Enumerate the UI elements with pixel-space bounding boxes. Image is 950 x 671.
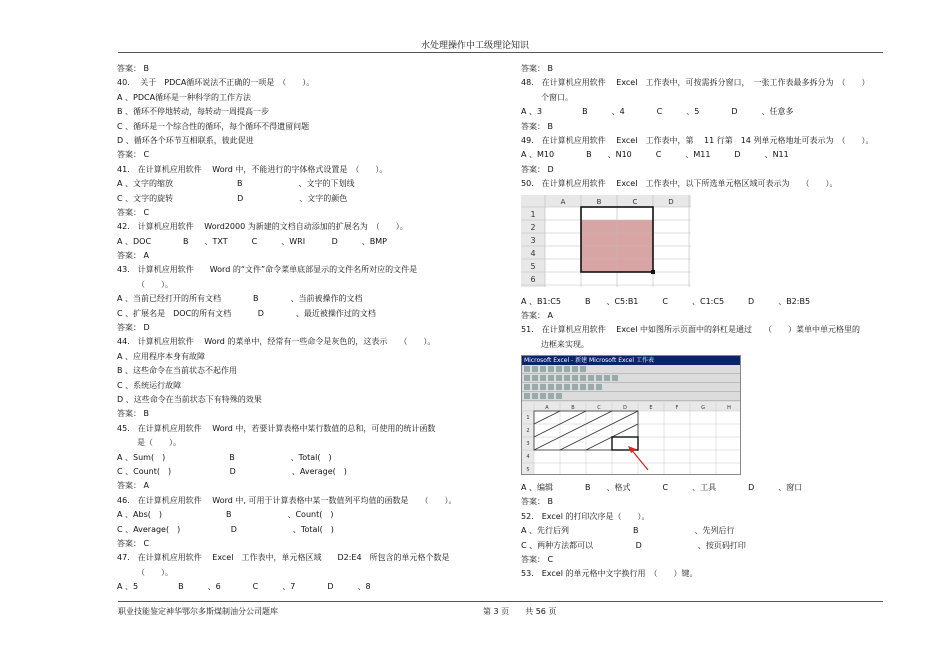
text-line: 答案： A xyxy=(117,251,150,261)
text-line: B 、这些命令在当前状态不起作用 xyxy=(117,366,238,376)
text-line: A 、PDCA循环是一种科学的工作方法 xyxy=(117,92,252,102)
text-line: A 、B1:C5 B 、C5:B1 C 、C1:C5 D 、B2:B5 xyxy=(521,296,811,306)
text-line: C 、文字的旋转 D 、文字的颜色 xyxy=(117,193,348,203)
text-line: A 、M10 B 、N10 C 、M11 D 、N11 xyxy=(521,150,789,160)
text-line: 答案： B xyxy=(521,64,554,73)
figure-q51-excel-window xyxy=(521,355,886,475)
footer-rule xyxy=(118,601,883,602)
text-line: 41. 在计算机应用软件 Word 中，不能进行的字体格式设置是 （ ）。 xyxy=(117,164,388,174)
text-line: C 、扩展名是 DOC的所有文档 D 、最近被操作过的文档 xyxy=(117,308,376,318)
text-line: 49. 在计算机应用软件 Excel 工作表中，第 11 行第 14 列单元格地址可表示为 （ ）。 xyxy=(521,135,874,145)
excel-window-title: Microsoft Excel - 新建 Microsoft Excel 工作表 xyxy=(522,356,740,365)
right-column xyxy=(521,62,886,582)
row-header-label: 1 xyxy=(530,209,536,219)
column-header-label: D xyxy=(668,197,674,206)
text-line: D 、这些命令在当前状态下有特殊的效果 xyxy=(117,394,262,404)
text-line: 答案： B xyxy=(521,497,554,507)
text-line: C 、系统运行故障 xyxy=(117,380,182,390)
fill-handle xyxy=(651,270,655,274)
text-line: 40. 关于 PDCA循环说法不正确的一项是 （ ）。 xyxy=(117,78,315,88)
text-line: 是（ ）。 xyxy=(137,438,181,448)
text-line: 44. 计算机应用软件 Word 的菜单中，经常有一些命令是灰色的，这表示 （ ）。 xyxy=(117,337,436,347)
review-toolbar xyxy=(522,392,740,401)
text-line: 答案： C xyxy=(117,207,150,217)
text-line: D 、循环各个环节互相联系，彼此促进 xyxy=(117,135,254,145)
text-line: A 、Sum( ) B 、Total( ) xyxy=(117,452,332,462)
text-line: A 、先行后列 B 、先列后行 xyxy=(521,526,735,536)
text-line: C 、循环是一个综合性的循环，每个循环不得遗留问题 xyxy=(117,121,310,131)
excel-grid-with-diagonals xyxy=(522,402,741,474)
column-header-label: C xyxy=(632,197,638,206)
row-header-label: 5 xyxy=(526,467,530,474)
text-line: A 、文字的缩放 B 、文字的下划线 xyxy=(117,179,355,189)
left-column xyxy=(117,62,502,594)
text-line: 46. 在计算机应用软件 Word 中, 可用于计算表格中某一数值列平均值的函数是 （ ）。 xyxy=(117,495,457,505)
text-line: A 、当前已经打开的所有文档 B 、当前被操作的文档 xyxy=(117,294,363,304)
excel-selection-figure xyxy=(521,195,691,287)
text-line: 答案： C xyxy=(117,538,150,548)
column-header-strip xyxy=(522,402,741,411)
text-line: 答案： D xyxy=(117,323,150,333)
text-line: 53. Excel 的单元格中文字换行用 （ ）键。 xyxy=(521,569,698,579)
text-line: A 、Abs( ) B 、Count( ) xyxy=(117,510,334,520)
row-header-label: 2 xyxy=(530,222,536,232)
row-header-label: 5 xyxy=(530,261,536,271)
row-header-label: 3 xyxy=(526,441,530,448)
formatting-toolbar xyxy=(522,383,740,392)
text-line: 答案： C xyxy=(117,150,150,160)
column-header-label: E xyxy=(649,405,653,412)
row-header-label: 3 xyxy=(530,235,536,245)
text-line: 答案： D xyxy=(521,164,554,174)
excel-window-screenshot xyxy=(521,355,741,475)
column-header-label: B xyxy=(571,405,575,412)
text-line: A 、应用程序本身有故障 xyxy=(117,351,206,361)
text-line: 答案： C xyxy=(521,555,554,565)
text-line: 个窗口。 xyxy=(541,92,573,102)
text-line: 45. 在计算机应用软件 Word 中，若要计算表格中某行数值的总和，可使用的统计函数 xyxy=(117,423,436,433)
figure-q50-excel-selection xyxy=(521,195,886,289)
column-header-strip xyxy=(521,195,691,207)
text-line: 边框来实现。 xyxy=(541,339,589,349)
text-line: 43. 计算机应用软件 Word 的“文件”命令菜单底部显示的文件名所对应的文件是 xyxy=(117,265,418,275)
menu-bar xyxy=(522,365,740,374)
text-line: 答案： B xyxy=(117,409,150,419)
text-line: 答案： B xyxy=(117,64,150,73)
text-line: C 、Average( ) D 、Total( ) xyxy=(117,524,334,534)
text-line: （ ）。 xyxy=(137,279,173,289)
row-header-label: 2 xyxy=(526,428,530,435)
text-line: 47. 在计算机应用软件 Excel 工作表中，单元格区域 D2:E4 所包含的单元格个数是 xyxy=(117,553,450,563)
column-header-label: G xyxy=(701,405,705,412)
text-line: 50. 在计算机应用软件 Excel 工作表中，以下所选单元格区域可表示为 （ ）。 xyxy=(521,179,838,189)
text-line: A 、5 B 、6 C 、7 D 、8 xyxy=(117,582,371,592)
text-line: A 、编辑 B 、格式 C 、工具 D 、窗口 xyxy=(521,483,803,493)
row-header-label: 4 xyxy=(526,454,530,461)
column-header-label: F xyxy=(675,405,679,412)
footer-page-number: 第 3 页 共 56 页 xyxy=(483,607,557,616)
column-header-label: C xyxy=(597,405,601,412)
right-block-b xyxy=(521,295,886,353)
text-line: C 、Count( ) D 、Average( ) xyxy=(117,466,347,476)
text-line: 答案： A xyxy=(521,310,554,320)
text-line: 48. 在计算机应用软件 Excel 工作表中，可按需拆分窗口， 一张工作表最多拆分为 （ ） xyxy=(521,78,870,88)
text-line: A 、3 B 、4 C 、5 D 、任意多 xyxy=(521,107,794,117)
column-header-label: D xyxy=(623,405,627,412)
text-line: 52. Excel 的打印次序是（ ）。 xyxy=(521,511,650,521)
row-header-label: 1 xyxy=(526,415,530,422)
column-header-label: A xyxy=(545,405,549,412)
text-line: 答案： B xyxy=(521,121,554,131)
text-line: C 、两种方法都可以 D 、按页码打印 xyxy=(521,540,746,550)
row-header-label: 4 xyxy=(530,248,536,258)
column-header-label: A xyxy=(560,197,566,206)
column-header-label: H xyxy=(727,405,731,412)
header-rule xyxy=(118,52,883,53)
text-line: 42. 计算机应用软件 Word2000 为新建的文档自动添加的扩展名为 （ ）。 xyxy=(117,222,408,232)
text-line: 答案： A xyxy=(117,481,150,491)
text-line: 51. 在计算机应用软件 Excel 中如图所示页面中的斜杠是通过 （ ）菜单中单元格里的 xyxy=(521,325,860,335)
row-header-label: 6 xyxy=(530,274,536,284)
page-header: 水处理操作中工级理论知识 xyxy=(420,41,529,51)
standard-toolbar xyxy=(522,374,740,383)
text-line: B 、循环不停地转动，每转动一周提高一步 xyxy=(117,107,270,117)
text-line: （ ）。 xyxy=(137,567,173,577)
text-line: A 、DOC B 、TXT C 、WRI D 、BMP xyxy=(117,236,387,246)
right-block-c xyxy=(521,481,886,582)
column-header-label: B xyxy=(596,197,602,206)
footer-source: 职业技能鉴定神华鄂尔多斯煤制油分公司题库 xyxy=(118,607,278,616)
right-block-a xyxy=(521,62,886,192)
